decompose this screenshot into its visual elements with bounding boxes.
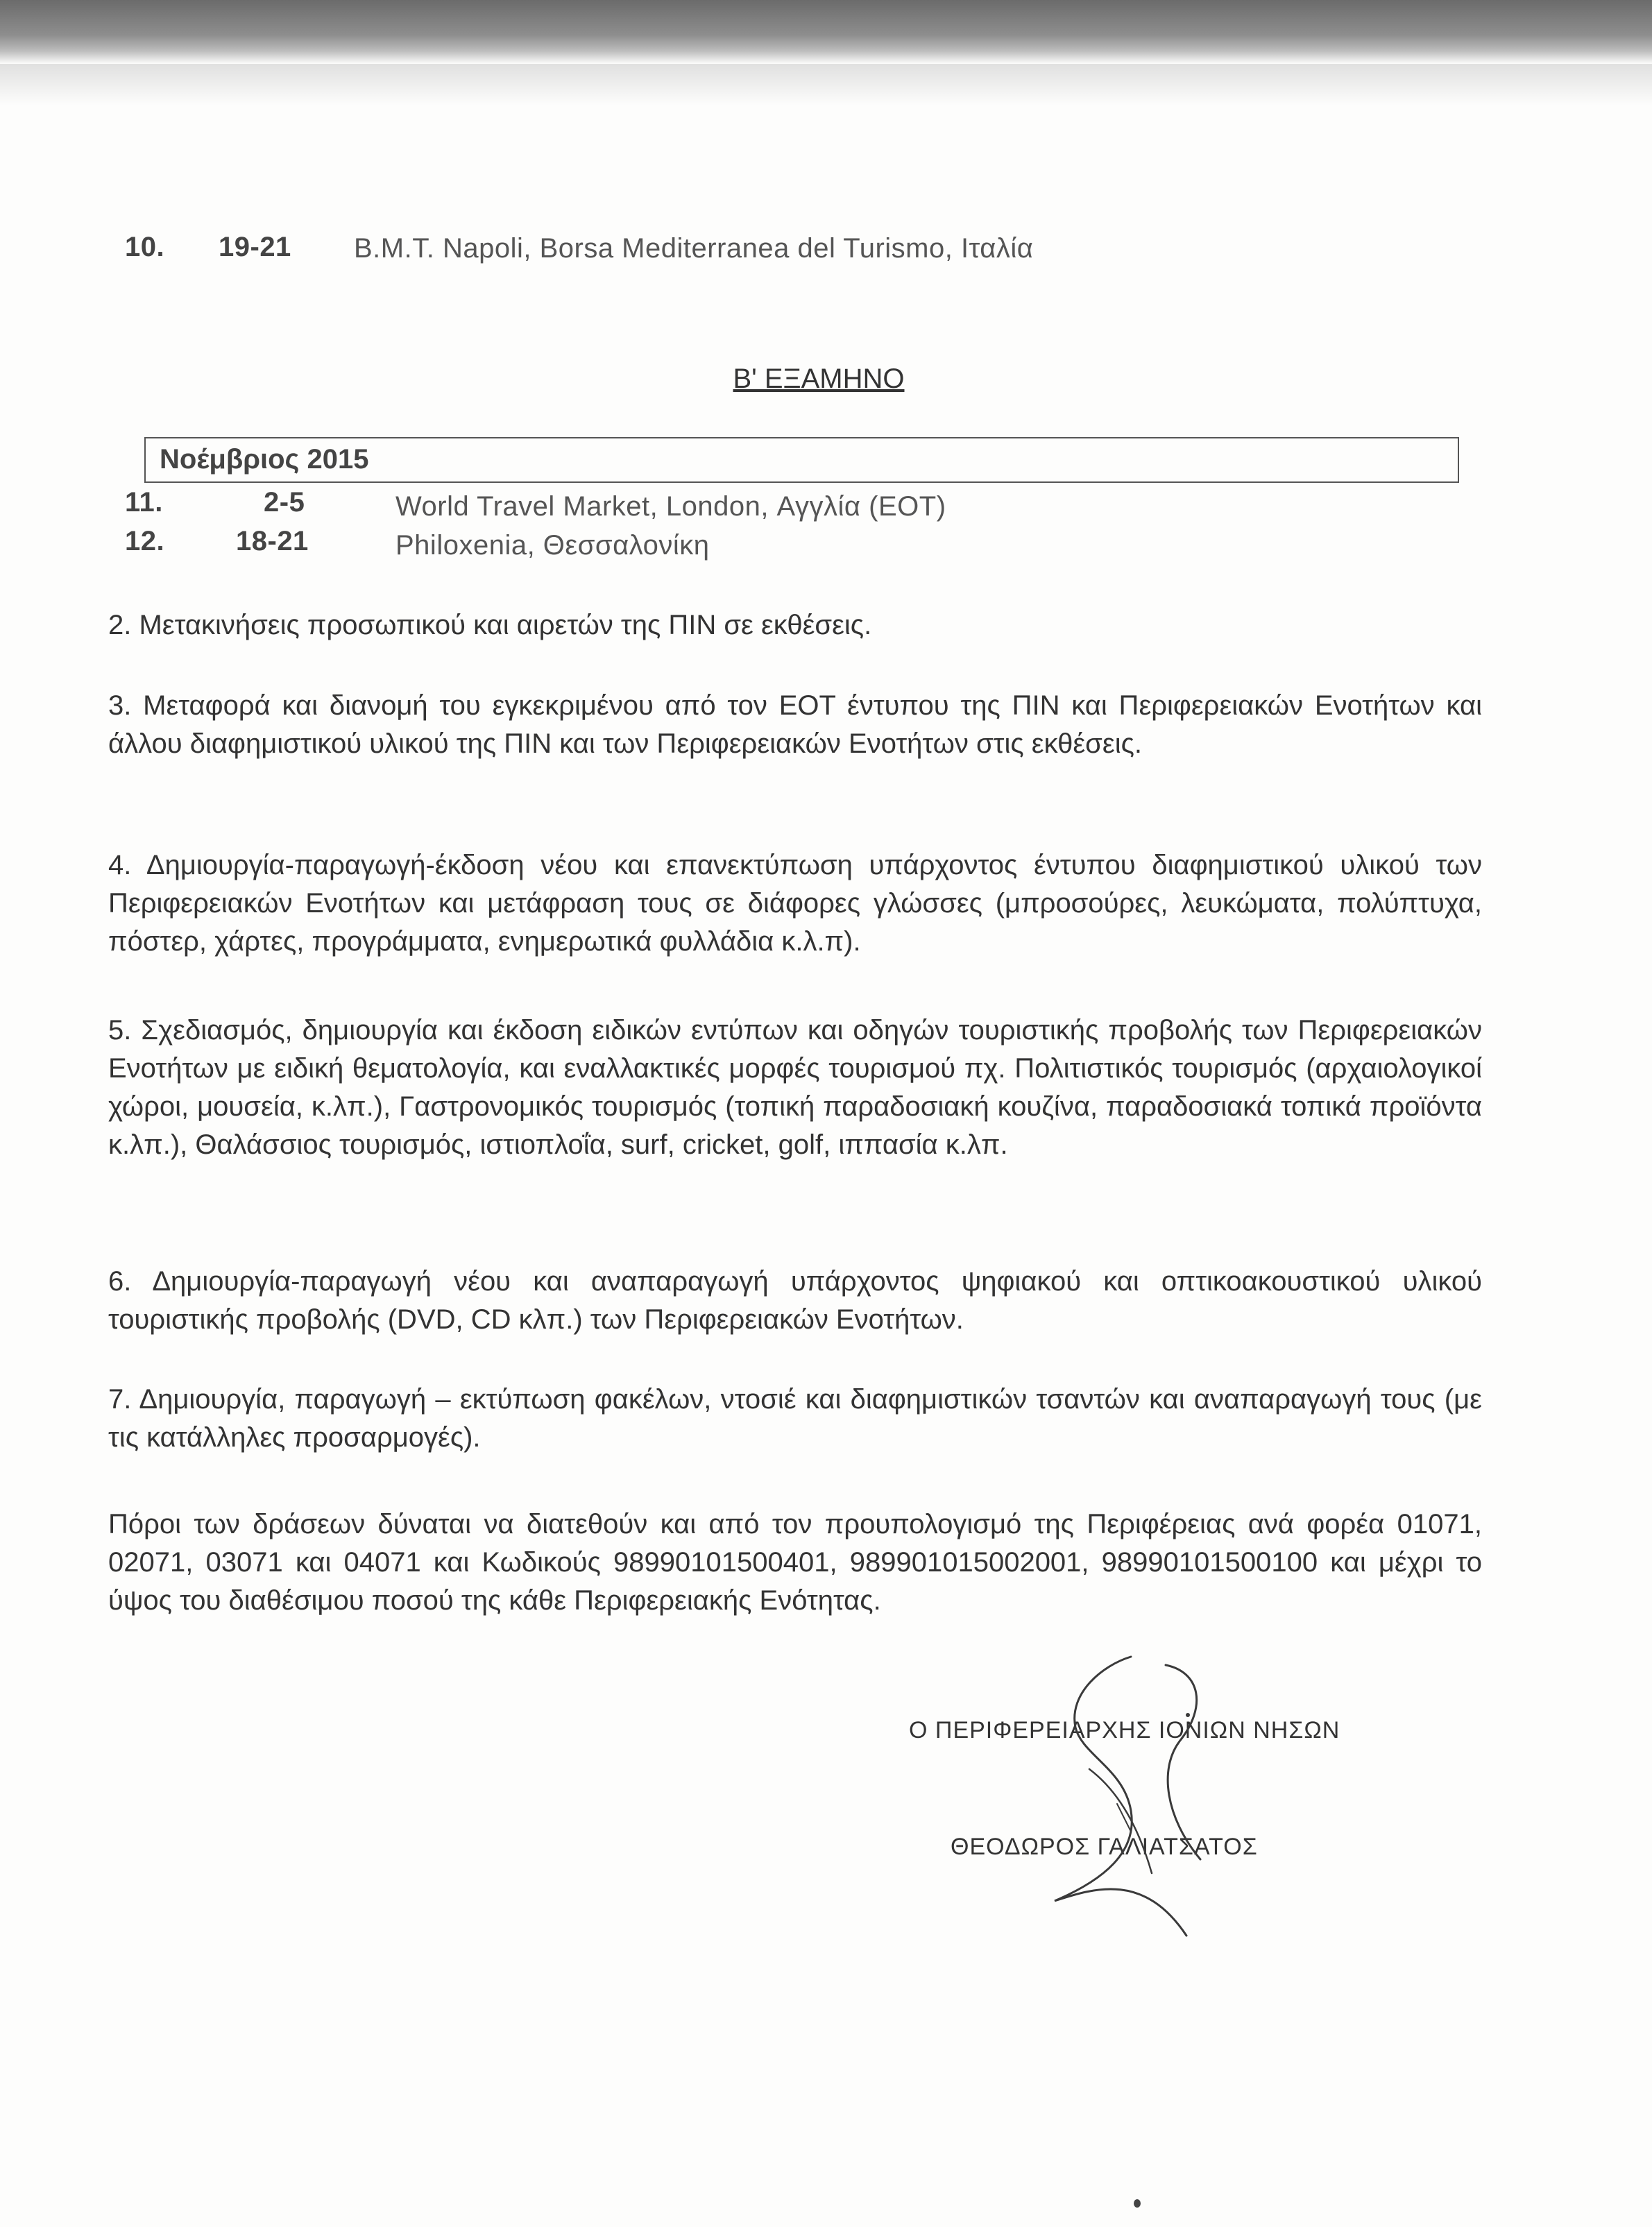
paragraph-7: 7. Δημιουργία, παραγωγή – εκτύπωση φακέλων, ντοσιέ και διαφημιστικών τσαντών και αναπαραγωγή τους (με τις κατάλληλες προσαρμογές). — [108, 1384, 1482, 1453]
semester-heading: Β' ΕΞΑΜΗΝΟ — [733, 364, 905, 394]
event-text: World Travel Market, London, Αγγλία (ΕΟΤ) — [395, 491, 946, 522]
paragraph-3: 3. Μεταφορά και διανομή του εγκεκριμένου από τον ΕΟΤ έντυπου της ΠΙΝ και Περιφερειακών Ενοτήτων και άλλου διαφημιστικού υλικού της ΠΙΝ και των Περιφερειακών Ενοτήτων στις εκθέσεις. — [108, 690, 1482, 759]
scan-speck — [1134, 2199, 1141, 2208]
item-text: B.M.T. Napoli, Borsa Mediterranea del Turismo, Ιταλία — [354, 233, 1034, 264]
event-text: Philoxenia, Θεσσαλονίκη — [395, 530, 710, 561]
item-dates: 19-21 — [219, 232, 291, 262]
event-number: 12. — [125, 526, 165, 556]
month-box — [144, 437, 1459, 483]
month-label: Νοέμβριος 2015 — [160, 444, 369, 475]
event-dates: 2-5 — [264, 487, 305, 518]
handwritten-signature — [1027, 1651, 1249, 1943]
signatory-title: Ο ΠΕΡΙΦΕΡΕΙΑΡΧΗΣ ΙΟΝΙΩΝ ΝΗΣΩΝ — [909, 1717, 1340, 1743]
funding-paragraph: Πόροι των δράσεων δύναται να διατεθούν και από τον προυπολογισμό της Περιφέρειας ανά φορέα 01071, 02071, 03071 και 04071 και Κωδικούς 98990101500401, 989901015002001, 98990101500100 και μέχρι το ύψος του διαθέσιμου ποσού της κάθε Περιφερειακής Ενότητας. — [108, 1509, 1482, 1616]
event-number: 11. — [125, 487, 163, 518]
scan-shadow-top — [0, 0, 1652, 64]
event-dates: 18-21 — [236, 526, 309, 556]
paragraph-2: 2. Μετακινήσεις προσωπικού και αιρετών της ΠΙΝ σε εκθέσεις. — [108, 610, 872, 640]
scan-shadow-fade — [0, 64, 1652, 105]
paragraph-6: 6. Δημιουργία-παραγωγή νέου και αναπαραγωγή υπάρχοντος ψηφιακού και οπτικοακουστικού υλικού τουριστικής προβολής (DVD, CD κλπ.) των Περιφερειακών Ενοτήτων. — [108, 1266, 1482, 1335]
item-number: 10. — [125, 232, 165, 262]
signatory-name: ΘΕΟΔΩΡΟΣ ΓΑΛΙΑΤΣΑΤΟΣ — [951, 1834, 1258, 1860]
paragraph-4: 4. Δημιουργία-παραγωγή-έκδοση νέου και επανεκτύπωση υπάρχοντος έντυπου διαφημιστικού υλικού των Περιφερειακών Ενοτήτων και μετάφραση τους σε διάφορες γλώσσες (μπροσούρες, λευκώματα, πολύπτυχα, πόστερ, χάρτες, προγράμματα, ενημερωτικά φυλλάδια κ.λ.π). — [108, 850, 1482, 957]
paragraph-5: 5. Σχεδιασμός, δημιουργία και έκδοση ειδικών εντύπων και οδηγών τουριστικής προβολής των Περιφερειακών Ενοτήτων με ειδική θεματολογία, και εναλλακτικές μορφές τουρισμού πχ. Πολιτιστικός τουρισμός (αρχαιολογικοί χώροι, μουσεία, κ.λπ.), Γαστρονομικός τουρισμός (τοπική παραδοσιακή κουζίνα, παραδοσιακά τοπικά προϊόντα κ.λπ.), Θαλάσσιος τουρισμός, ιστιοπλοΐα, surf, cricket, golf, ιππασία κ.λπ. — [108, 1015, 1482, 1160]
